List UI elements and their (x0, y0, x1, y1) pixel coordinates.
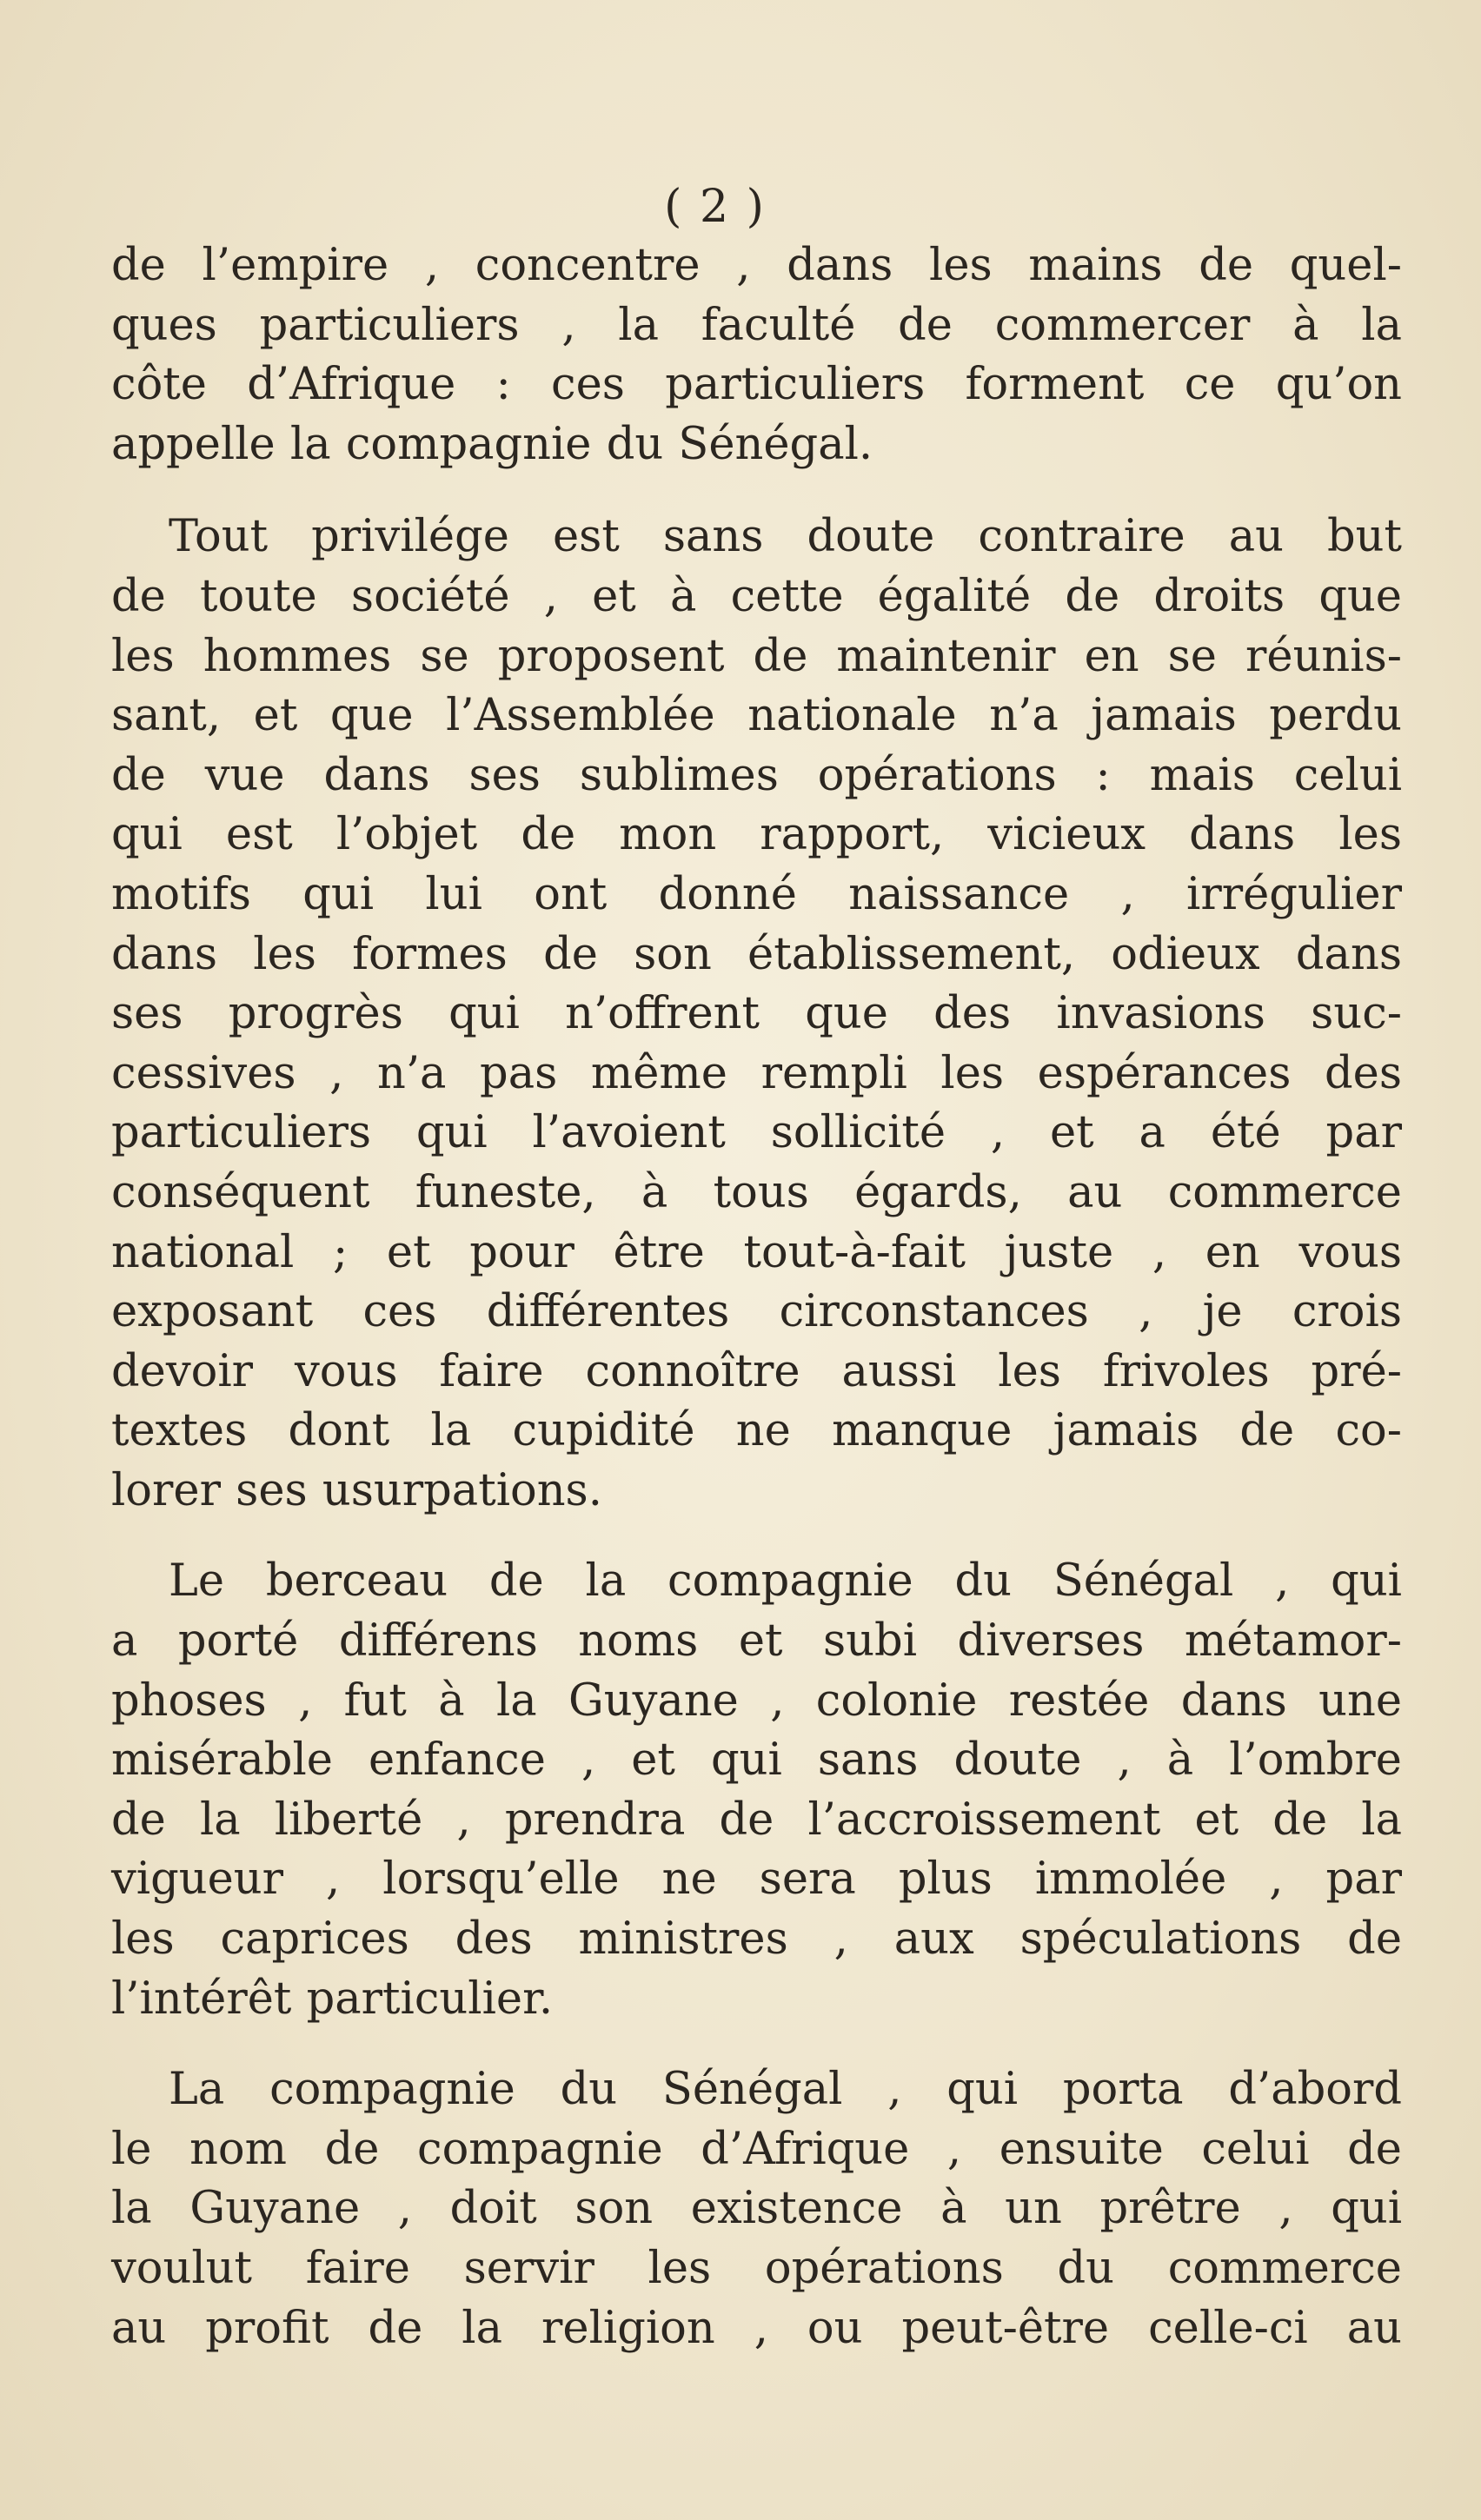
text-line: appelle la compagnie du Sénégal. (111, 418, 873, 470)
text-line: les hommes se proposent de maintenir en se réunis- (111, 630, 1402, 682)
text-line: phoses , fut à la Guyane , colonie restée dans une (111, 1674, 1402, 1727)
text-line: au profit de la religion , ou peut-être celle-ci au (111, 2302, 1402, 2354)
text-line: La compagnie du Sénégal , qui porta d’abord (169, 2064, 1402, 2116)
text-line: vigueur , lorsqu’elle ne sera plus immolée , par (111, 1854, 1402, 1906)
text-line: motifs qui lui ont donné naissance , irrégulier (111, 868, 1402, 920)
text-line: national ; et pour être tout-à-fait juste , en vous (111, 1226, 1402, 1278)
paragraph-gap (111, 1521, 1402, 1552)
text-line: la Guyane , doit son existence à un prêtre , qui (111, 2183, 1402, 2235)
text-line: qui est l’objet de mon rapport, vicieux dans les (111, 809, 1402, 861)
text-line: conséquent funeste, à tous égards, au commerce (111, 1166, 1402, 1218)
text-line: les caprices des ministres , aux spéculations de (111, 1913, 1402, 1966)
text-line: Le berceau de la compagnie du Sénégal , qui (169, 1555, 1402, 1608)
text-line: dans les formes de son établissement, odieux dans (111, 928, 1402, 980)
text-line: lorer ses usurpations. (111, 1464, 602, 1516)
text-line: côte d’Afrique : ces particuliers forment ce qu’on (111, 359, 1402, 411)
text-line: textes dont la cupidité ne manque jamais de co- (111, 1405, 1402, 1457)
text-line: ses progrès qui n’offrent que des invasions suc- (111, 988, 1402, 1040)
text-line: de toute société , et à cette égalité de droits que (111, 570, 1402, 622)
page-text (111, 181, 1402, 2358)
text-line: de l’empire , concentre , dans les mains de quel- (111, 240, 1402, 291)
text-line: devoir vous faire connoître aussi les frivoles pré- (111, 1345, 1402, 1397)
paragraph-1 (111, 236, 1402, 474)
text-line: misérable enfance , et qui sans doute , à l’ombre (111, 1734, 1402, 1787)
text-line: a porté différens noms et subi diverses métamor- (111, 1615, 1402, 1668)
text-line: Tout privilége est sans doute contraire au but (169, 511, 1402, 563)
paragraph-gap (111, 474, 1402, 507)
text-line: ques particuliers , la faculté de commercer à la (111, 299, 1402, 351)
text-line: l’intérêt particulier. (111, 1973, 554, 2025)
paragraph-2 (111, 507, 1402, 1521)
paragraph-gap (111, 2029, 1402, 2060)
paragraph-4 (111, 2060, 1402, 2358)
text-line: de la liberté , prendra de l’accroissement et de la (111, 1794, 1402, 1846)
text-line: le nom de compagnie d’Afrique , ensuite celui de (111, 2123, 1402, 2175)
text-line: exposant ces différentes circonstances , je crois (111, 1286, 1402, 1338)
text-line: cessives , n’a pas même rempli les espérances des (111, 1047, 1402, 1099)
text-line: voulut faire servir les opérations du commerce (111, 2243, 1402, 2294)
text-line: sant, et que l’Assemblée nationale n’a jamais perdu (111, 690, 1402, 742)
paragraph-3 (111, 1552, 1402, 2029)
page-number: ( 2 ) (664, 181, 766, 233)
text-line: de vue dans ses sublimes opérations : mais celui (111, 749, 1402, 801)
text-line: particuliers qui l’avoient sollicité , et a été par (111, 1107, 1402, 1159)
